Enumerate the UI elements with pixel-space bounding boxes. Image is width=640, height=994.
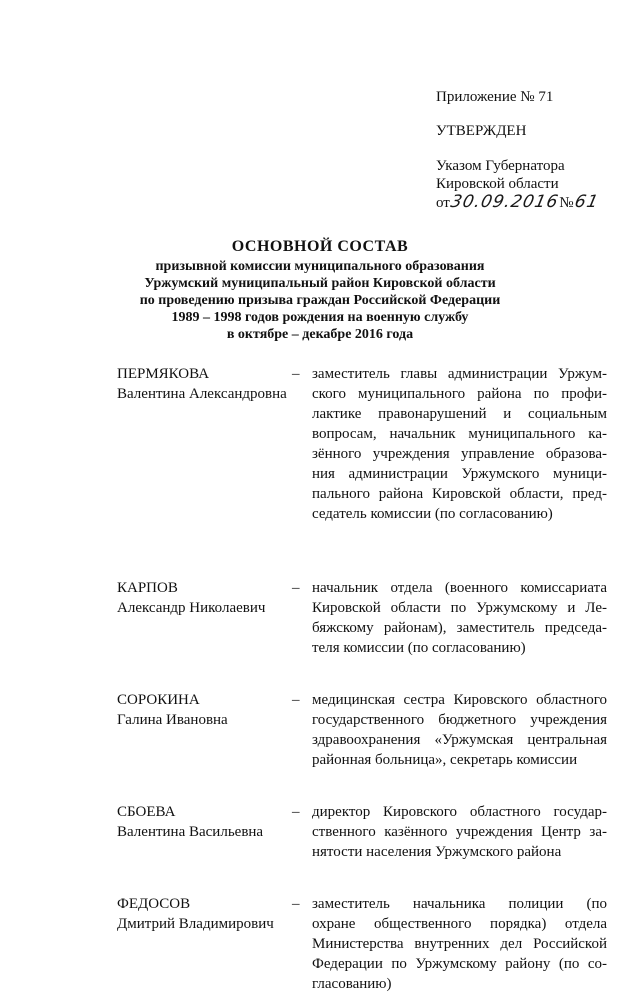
role-line: директор Кировского областного государ- [312,804,607,820]
role-line: лактике правонарушений и социальным [312,406,607,422]
role-line: нятости населения Уржумского района [312,844,562,860]
role-line: заместитель начальника полиции (по [312,896,607,912]
member-name [117,894,292,994]
number-sign: № [559,195,574,211]
decree-from-prefix: от [436,195,450,211]
title-line: в октябре – декабре 2016 года [226,327,414,342]
role-line: здравоохранения «Уржумская центральная [312,732,607,748]
member-given-names: Александр Николаевич [117,600,266,616]
member-given-names: Галина Ивановна [117,712,228,728]
member-name [117,802,292,862]
member-role [312,364,607,524]
title-line: призывной комиссии муниципального образования [155,259,485,274]
member-given-names: Валентина Александровна [117,386,287,402]
dash-separator: – [292,692,300,708]
dash-separator: – [292,804,300,820]
title-line: 1989 – 1998 годов рождения на военную службу [171,310,469,325]
decree-line-2: Кировской области [436,176,559,192]
member-name [117,690,292,770]
member-given-names: Валентина Васильевна [117,824,264,840]
handwritten-number: 61 [572,192,601,212]
role-line: медицинская сестра Кировского областного [312,692,607,708]
role-line: заместитель главы администрации Уржум- [312,366,607,382]
member-entry [117,894,607,994]
member-surname: СБОЕВА [117,804,176,820]
role-line: вопросам, начальник муниципального ка- [312,426,607,442]
title-line: по проведению призыва граждан Российской Федерации [139,293,501,308]
member-name [117,364,292,524]
dash-separator: – [292,896,300,912]
member-given-names: Дмитрий Владимирович [117,916,274,932]
decree-date-line [436,193,626,212]
decree-line-1: Указом Губернатора [436,158,565,174]
document-title [110,237,530,343]
role-line: седатель комиссии (по согласованию) [312,506,553,522]
role-line: пального района Кировской области, пред- [312,486,607,502]
member-role [312,894,607,994]
title-line: Уржумский муниципальный район Кировской области [144,276,496,291]
appendix-number: Приложение № 71 [436,89,554,105]
role-line: начальник отдела (военного комиссариата [312,580,607,596]
handwritten-date: 30.09.2016 [448,192,561,212]
commission-members-list [117,364,607,994]
member-surname: КАРПОВ [117,580,178,596]
approval-block [436,88,626,212]
role-line: государственного бюджетного учреждения [312,712,607,728]
role-line: Кировской области по Уржумскому и Ле- [312,600,607,616]
role-line: охране общественного порядка) отдела [312,916,607,932]
approved-stamp-text: УТВЕРЖДЕН [436,123,527,139]
role-line: гласованию) [312,976,392,992]
member-name [117,578,292,658]
role-line: ния администрации Уржумского муници- [312,466,607,482]
member-role [312,802,607,862]
member-entry [117,690,607,770]
title-main: ОСНОВНОЙ СОСТАВ [231,238,409,255]
member-entry [117,578,607,658]
role-line: Министерства внутренних дел Российской [312,936,607,952]
member-entry [117,802,607,862]
member-surname: СОРОКИНА [117,692,200,708]
member-role [312,578,607,658]
role-line: районная больница», секретарь комиссии [312,752,578,768]
role-line: бяжскому районам), заместитель председа- [312,620,607,636]
member-surname: ПЕРМЯКОВА [117,366,210,382]
role-line: зённого учреждения управление образова- [312,446,607,462]
role-line: теля комиссии (по согласованию) [312,640,526,656]
member-surname: ФЕДОСОВ [117,896,191,912]
role-line: Федерации по Уржумскому району (по со- [312,956,607,972]
dash-separator: – [292,580,300,596]
role-line: ского муниципального района по профи- [312,386,607,402]
member-entry [117,364,607,524]
role-line: ственного казённого учреждения Центр за- [312,824,607,840]
dash-separator: – [292,366,300,382]
member-role [312,690,607,770]
